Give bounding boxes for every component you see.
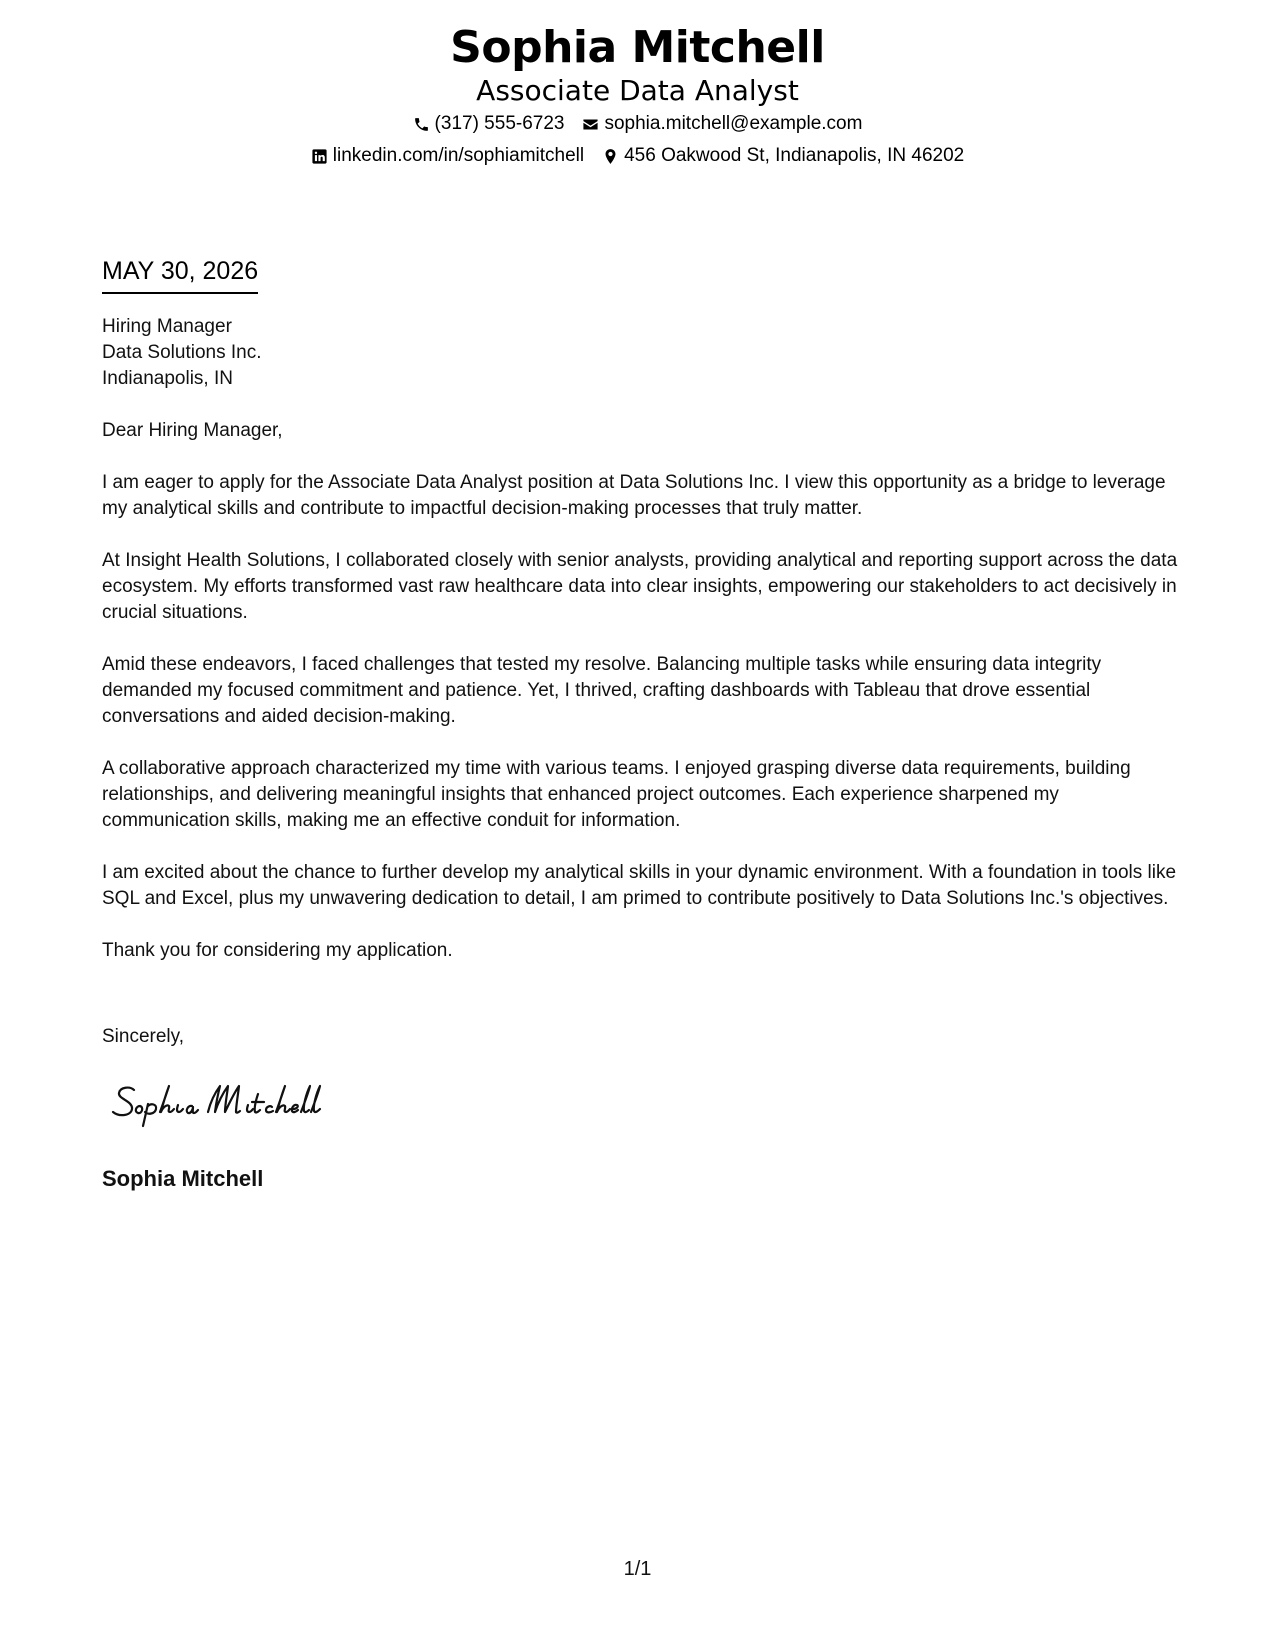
contact-email[interactable] bbox=[582, 108, 862, 140]
recipient-line-3: Indianapolis, IN bbox=[102, 368, 233, 389]
recipient-block bbox=[102, 314, 261, 392]
contact-linkedin[interactable] bbox=[311, 140, 584, 172]
contact-line-1 bbox=[0, 108, 1275, 140]
letter-date: MAY 30, 2026 bbox=[102, 254, 258, 294]
map-pin-icon bbox=[602, 148, 619, 165]
phone-text: (317) 555-6723 bbox=[434, 113, 565, 134]
linkedin-icon bbox=[311, 148, 328, 165]
recipient-line-1: Hiring Manager bbox=[102, 316, 232, 337]
salutation: Dear Hiring Manager, bbox=[102, 420, 283, 441]
applicant-title: Associate Data Analyst bbox=[476, 74, 799, 107]
paragraph-5: I am excited about the chance to further develop my analytical skills in your dynamic environment. With a foundation in tools like SQL and Excel, plus my unwavering dedication to detail, I am primed to contribute positively to Data Solutions Inc.'s objectives. bbox=[102, 862, 1177, 909]
paragraph-1: I am eager to apply for the Associate Data Analyst position at Data Solutions Inc. I view this opportunity as a bridge to leverage my analytical skills and contribute to impactful decision-making processes that truly matter. bbox=[102, 472, 1166, 519]
paragraph-4: A collaborative approach characterized my time with various teams. I enjoyed grasping diverse data requirements, building relationships, and delivering meaningful insights that enhanced project outcomes. Each experience sharpened my communication skills, making me an effective conduit for information. bbox=[102, 758, 1131, 831]
closing: Sincerely, bbox=[102, 1026, 185, 1047]
contact-line-2 bbox=[0, 140, 1275, 172]
letter-body bbox=[102, 418, 1182, 990]
contact-phone bbox=[413, 108, 565, 140]
phone-icon bbox=[413, 116, 430, 133]
address-text: 456 Oakwood St, Indianapolis, IN 46202 bbox=[624, 145, 965, 166]
paragraph-3: Amid these endeavors, I faced challenges that tested my resolve. Balancing multiple tasks while ensuring data integrity demanded my focused commitment and patience. Yet, I thrived, crafting dashboards with Tableau that drove essential conversations and aided decision-making. bbox=[102, 654, 1102, 727]
recipient-line-2: Data Solutions Inc. bbox=[102, 342, 262, 363]
email-text: sophia.mitchell@example.com bbox=[604, 113, 863, 134]
applicant-name: Sophia Mitchell bbox=[450, 22, 825, 73]
linkedin-text: linkedin.com/in/sophiamitchell bbox=[332, 145, 585, 166]
paragraph-6: Thank you for considering my application. bbox=[102, 940, 453, 961]
signer-name: Sophia Mitchell bbox=[102, 1166, 264, 1191]
contact-address bbox=[602, 140, 964, 172]
letter-header bbox=[0, 22, 1275, 172]
paragraph-2: At Insight Health Solutions, I collaborated closely with senior analysts, providing analytical and reporting support across the data ecosystem. My efforts transformed vast raw healthcare data into clear insights, empowering our stakeholders to act decisively in crucial situations. bbox=[102, 550, 1178, 623]
handwritten-signature bbox=[108, 1076, 368, 1134]
envelope-icon bbox=[582, 116, 599, 133]
page-number: 1/1 bbox=[623, 1558, 652, 1580]
